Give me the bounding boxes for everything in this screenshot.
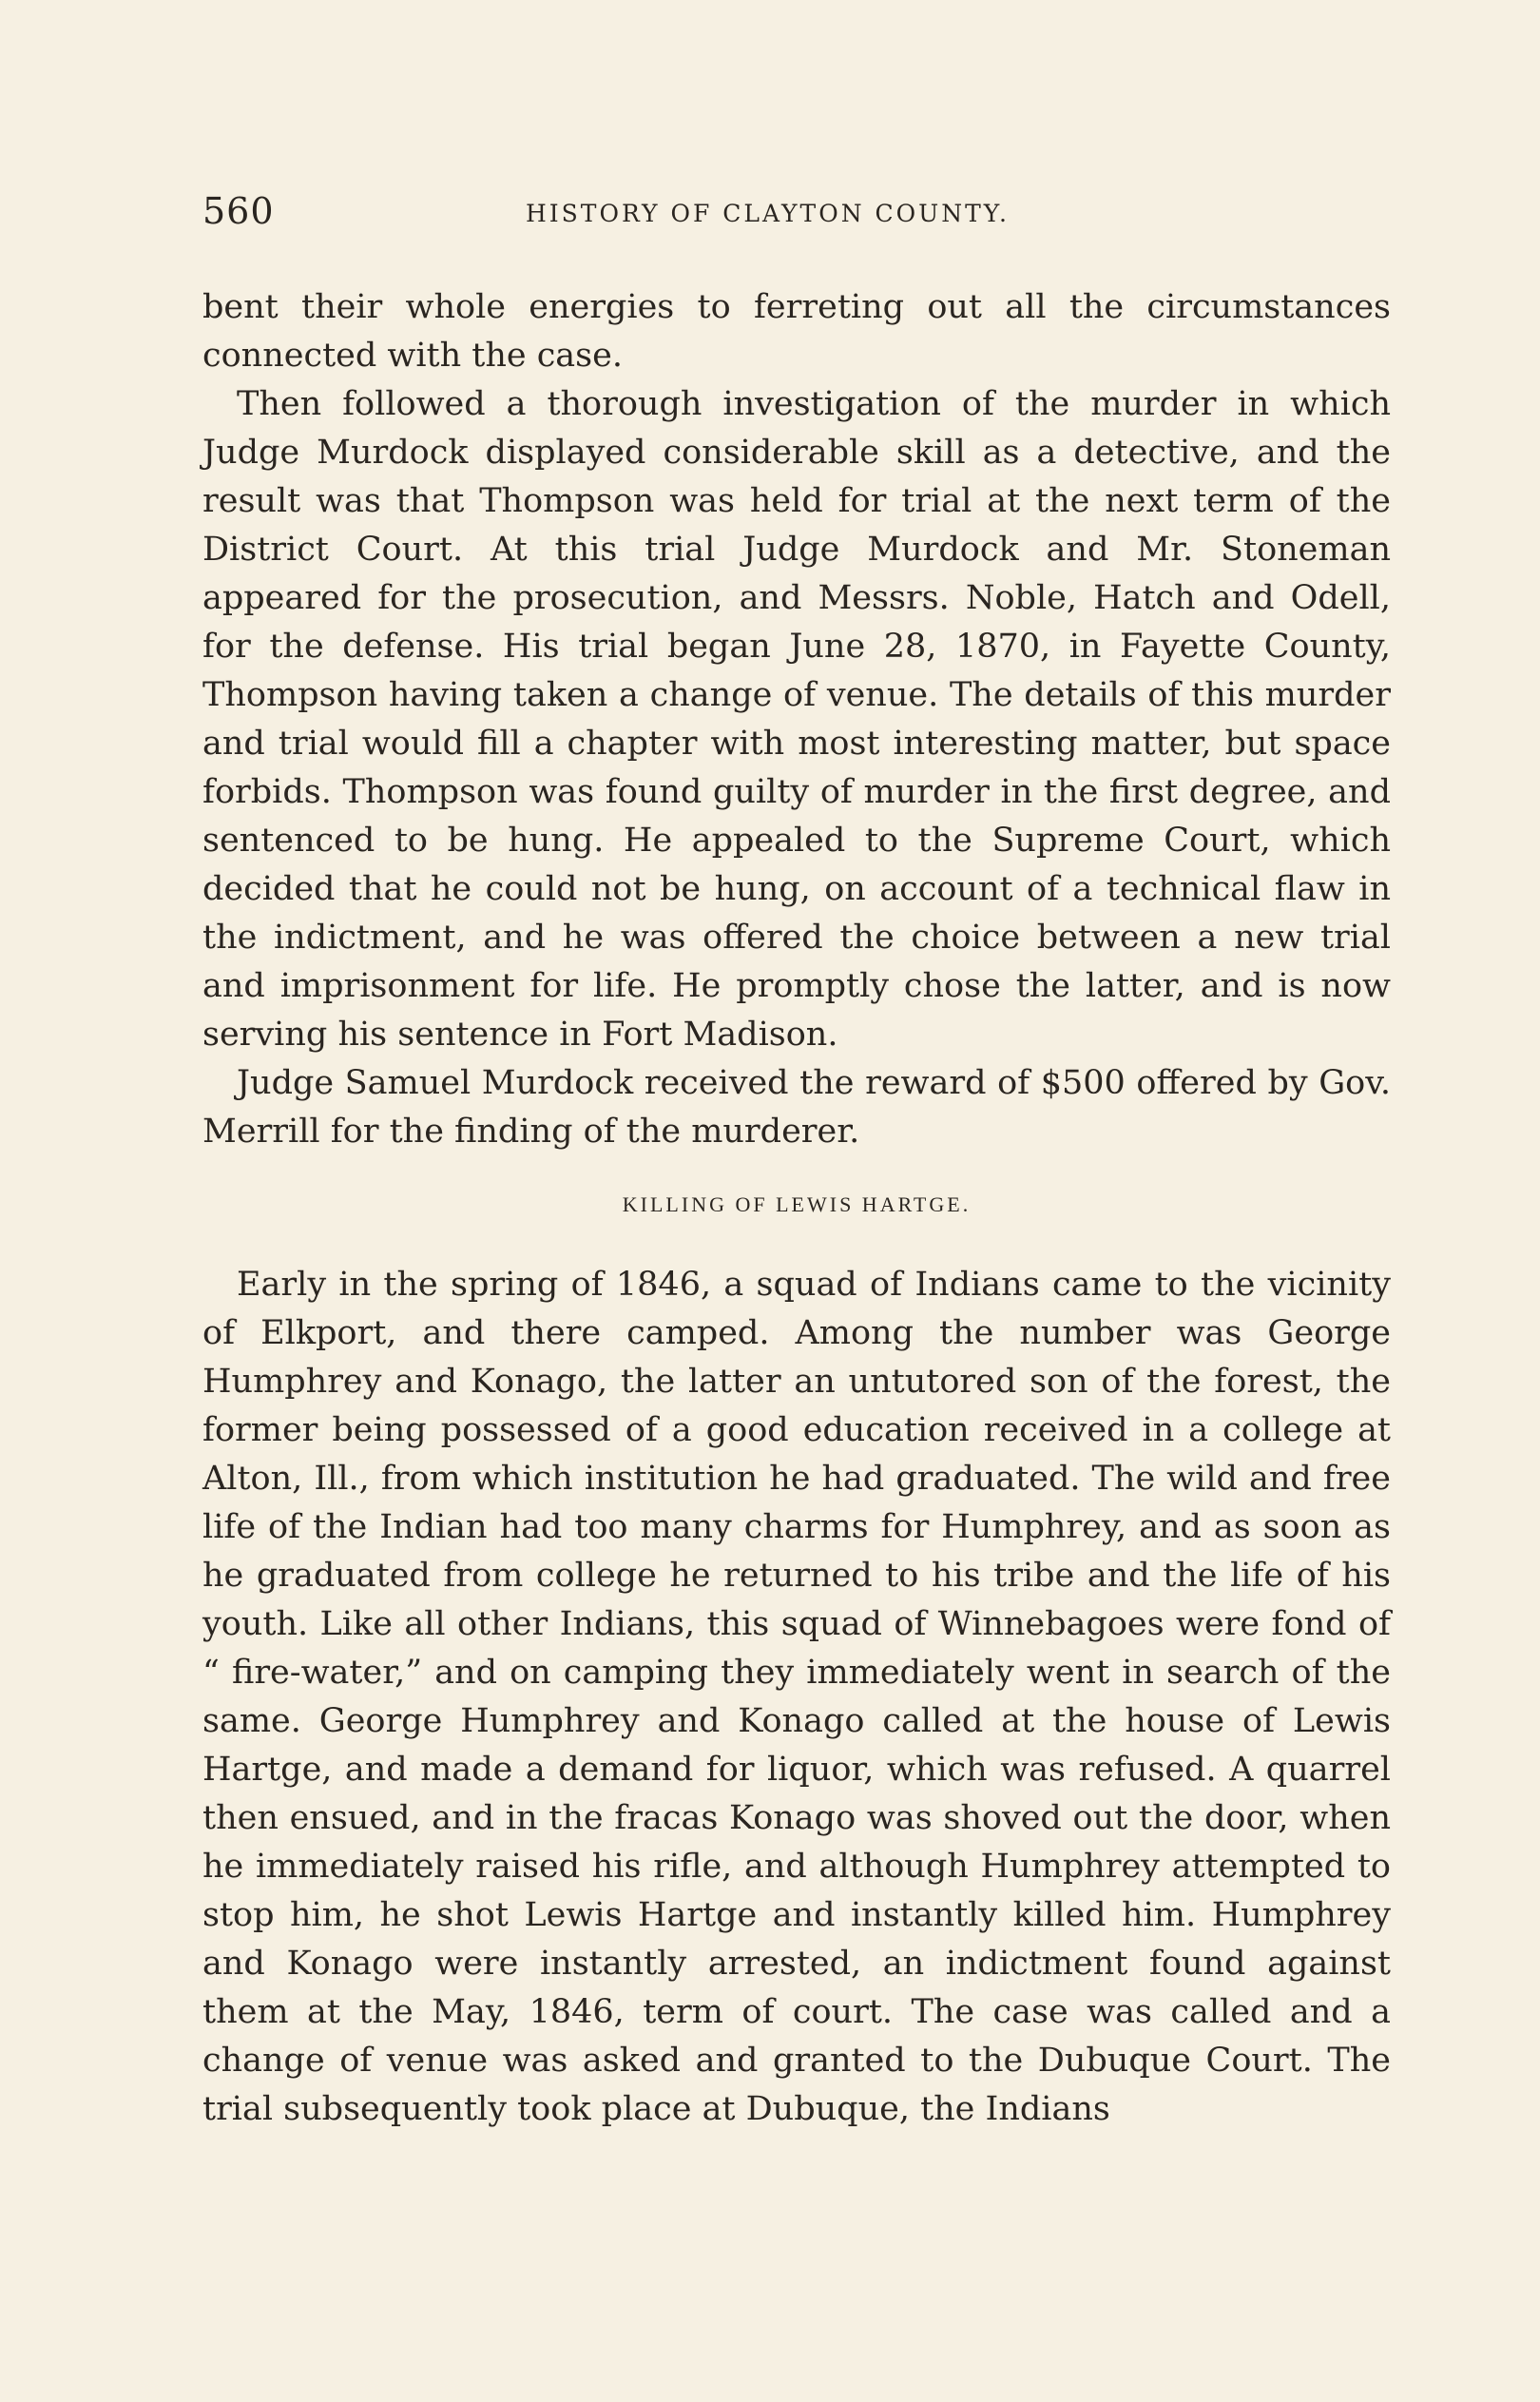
paragraph-reward: Judge Samuel Murdock received the reward of $500 offered by Gov. Merrill for the finding of the murderer. (202, 1064, 1391, 1151)
paragraph-continued: bent their whole energies to ferreting out all the circumstances connected with the case. (202, 288, 1391, 375)
running-head (202, 190, 1391, 247)
section-heading: KILLING OF LEWIS HARTGE. (622, 1192, 972, 1216)
book-page (202, 190, 1391, 2134)
paragraph-investigation: Then followed a thorough investigation of the murder in which Judge Murdock displayed considerable skill as a detective, and the result was that Thompson was held for trial at the next term of the District Court. At this trial Judge Murdock and Mr. Stoneman appeared for the prosecution, and Messrs. Noble, Hatch and Odell, for the defense. His trial began June 28, 1870, in Fayette County, Thompson having taken a change of venue. The details of this murder and trial would fill a chapter with most interesting matter, but space forbids. Thompson was found guilty of murder in the first degree, and sentenced to be hung. He appealed to the Supreme Court, which decided that he could not be hung, on account of a technical flaw in the indictment, and he was offered the choice between a new trial and imprisonment for life. He promptly chose the latter, and is now serving his sentence in Fort Madison. (202, 385, 1391, 1054)
running-title: HISTORY OF CLAYTON COUNTY. (526, 200, 1011, 227)
page-number: 560 (202, 190, 275, 232)
paragraph-killing-of-lewis-hartge: Early in the spring of 1846, a squad of Indians came to the vicinity of Elkport, and there camped. Among the number was George Humphrey and Konago, the latter an untutored son of the forest, the former being possessed of a good education received in a college at Alton, Ill., from which institution he had graduated. The wild and free life of the Indian had too many charms for Humphrey, and as soon as he graduated from college he returned to his tribe and the life of his youth. Like all other Indians, this squad of Winnebagoes were fond of “ fire-water,” and on camping they immediately went in search of the same. George Humphrey and Konago called at the house of Lewis Hartge, and made a demand for liquor, which was refused. A quarrel then ensued, and in the fracas Konago was shoved out the door, when he immediately raised his rifle, and although Humphrey attempted to stop him, he shot Lewis Hartge and instantly killed him. Humphrey and Konago were instantly arrested, an indictment found against them at the May, 1846, term of court. The case was called and a change of venue was asked and granted to the Dubuque Court. The trial subsequently took place at Dubuque, the Indians (202, 1266, 1391, 2128)
